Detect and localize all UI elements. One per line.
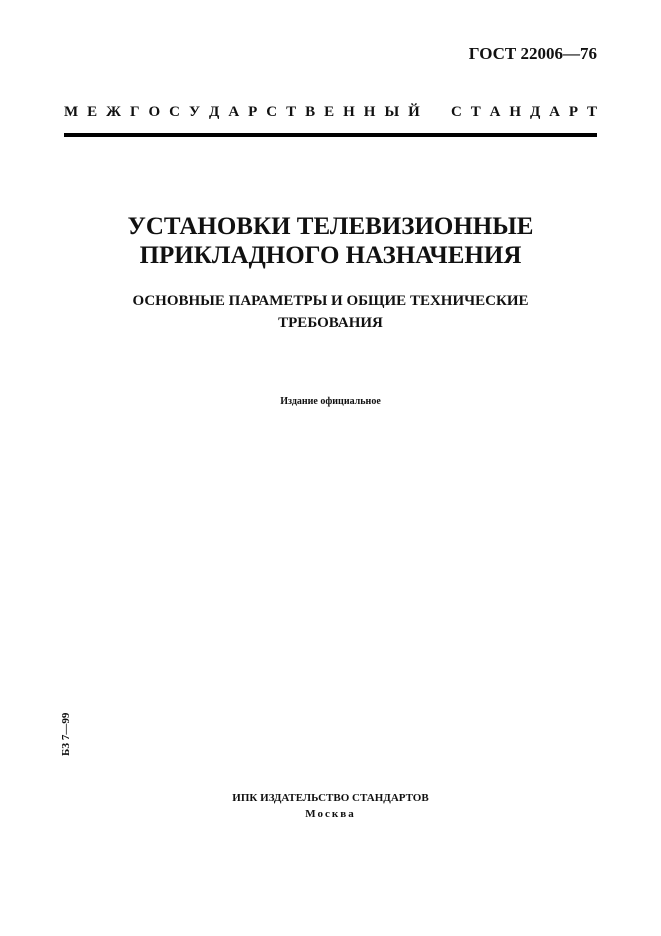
series-letter: Т [470, 104, 481, 120]
series-word-interstate [64, 104, 420, 121]
subtitle-line-1: ОСНОВНЫЕ ПАРАМЕТРЫ И ОБЩИЕ ТЕХНИЧЕСКИЕ [132, 293, 529, 309]
series-letter: Н [363, 104, 376, 120]
series-heading [64, 104, 597, 121]
edition-note: Издание официальное [280, 396, 381, 407]
series-letter: У [189, 104, 201, 120]
series-letter: Й [408, 104, 420, 120]
series-letter: Е [87, 104, 98, 120]
series-letter: Д [529, 104, 541, 120]
series-letter: Д [209, 104, 220, 120]
subtitle-line-2: ТРЕБОВАНИЯ [278, 315, 383, 331]
series-letter: Т [286, 104, 297, 120]
series-letter: А [549, 104, 560, 120]
publisher-city: Москва [305, 808, 356, 820]
series-letter: Р [568, 104, 579, 120]
series-letter: Т [586, 104, 597, 120]
document-subtitle [0, 290, 661, 334]
series-letter: Р [248, 104, 258, 120]
series-letter: М [64, 104, 79, 120]
series-letter: А [228, 104, 240, 120]
series-letter: С [451, 104, 462, 120]
series-letter: С [169, 104, 181, 120]
title-line-2: ПРИКЛАДНОГО НАЗНАЧЕНИЯ [139, 242, 522, 269]
title-line-1: УСТАНОВКИ ТЕЛЕВИЗИОННЫЕ [127, 213, 534, 240]
series-word-standard [451, 104, 597, 121]
publisher-name: ИПК ИЗДАТЕЛЬСТВО СТАНДАРТОВ [232, 792, 429, 804]
series-letter: А [489, 104, 501, 120]
series-letter: Ы [384, 104, 400, 120]
document-number: ГОСТ 22006—76 [468, 44, 597, 63]
series-letter: Г [129, 104, 140, 120]
series-letter: В [305, 104, 316, 120]
series-letter: Ж [106, 104, 121, 120]
header-rule [64, 133, 597, 137]
series-letter: С [266, 104, 278, 120]
side-code: БЗ 7—99 [60, 712, 72, 756]
series-letter: Н [509, 104, 522, 120]
series-letter: О [148, 104, 161, 120]
document-title [0, 212, 661, 270]
series-letter: Е [324, 104, 335, 120]
series-letter: Н [343, 104, 355, 120]
